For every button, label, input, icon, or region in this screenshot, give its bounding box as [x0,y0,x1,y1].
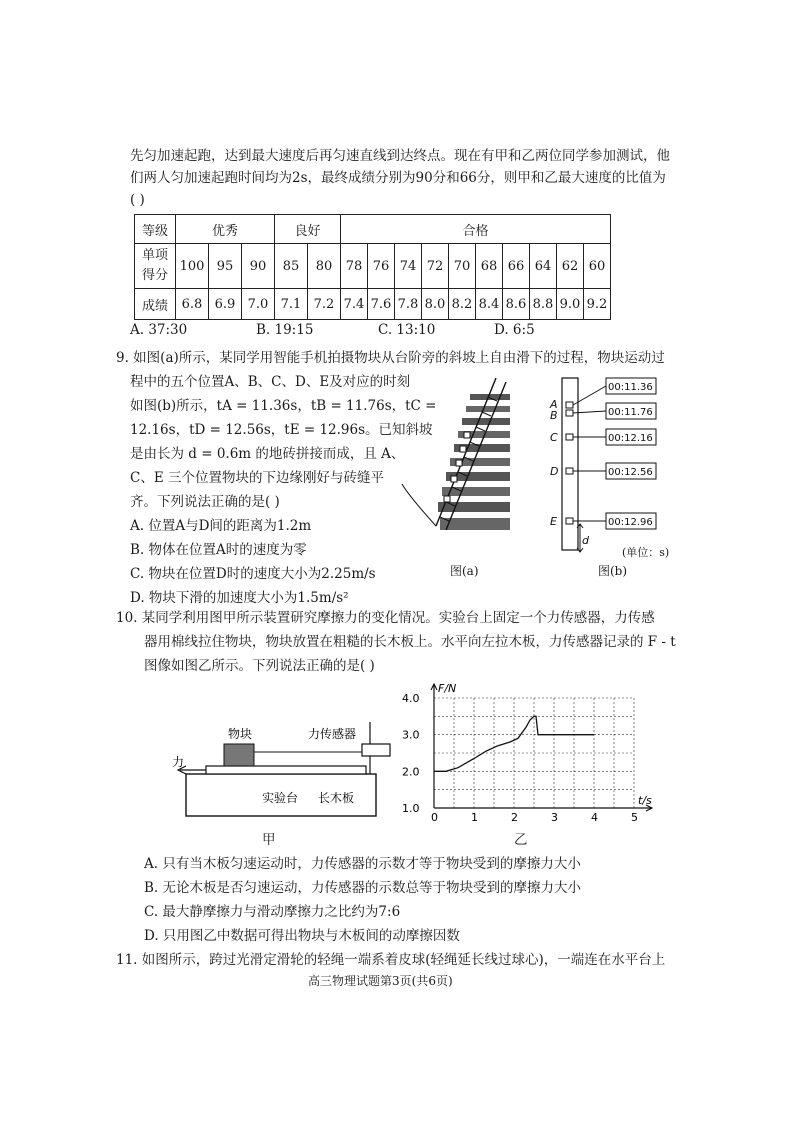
q9-line2: 程中的五个位置A、B、C、D、E及对应的时刻 [130,374,411,390]
stairs-slope-figure [400,376,530,552]
q9-line5: 是由长为 d = 0.6m 的地砖拼接而成，且 A、 [130,446,405,462]
unit-note: (单位：s) [622,546,670,559]
x-tick-label: 5 [631,811,638,824]
table-cell: 9.0 [557,289,584,320]
y-tick-label: 4.0 [402,692,420,705]
q9-option-d: D. 物块下滑的加速度大小为1.5m/s² [130,590,349,606]
q9-line1: 9. 如图(a)所示，某同学用智能手机拍摄物块从台阶旁的斜坡上自由滑下的过程，物块运动过 [116,350,665,366]
q9-line3: 如图(b)所示，tA = 11.36s，tB = 11.76s，tC = [130,398,437,414]
force-time-chart [400,672,660,832]
table-cell: 7.6 [368,289,395,320]
table-cell: 100 [176,244,209,289]
table-cell: 62 [557,244,584,289]
table-cell: 7.8 [395,289,422,320]
table-cell: 64 [530,244,557,289]
fig-yi-caption: 乙 [514,832,528,848]
table-cell: 60 [584,244,611,289]
q9-option-a: A. 位置A与D间的距离为1.2m [130,518,312,534]
q9-line7: 齐。下列说法正确的是( ) [130,494,280,510]
y-axis-label: F/N [438,682,457,695]
table-cell: 优秀 [176,215,275,244]
q10-line1: 10. 某同学利用图甲所示装置研究摩擦力的变化情况。实验台上固定一个力传感器，力传感 [116,610,655,626]
x-axis-label: t/s [638,794,652,807]
position-label-a: A [550,398,558,411]
q8-line2: 们两人匀加速起跑时间均为2s，最终成绩分别为90分和66分，则甲和乙最大速度的比值为 [130,170,666,186]
table-cell: 7.4 [341,289,368,320]
table-cell: 80 [308,244,341,289]
time-label-e: 00:12.96 [608,517,653,528]
q11-line1: 11. 如图所示，跨过光滑定滑轮的轻绳一端系着皮球(轻绳延长线过球心)，一端连在水平台上 [116,952,666,968]
table-cell: 8.4 [476,289,503,320]
fig-b-caption: 图(b) [598,564,628,578]
time-label-a: 00:11.36 [608,382,653,393]
q8-option-b: B. 19:15 [256,322,314,338]
table-cell: 95 [209,244,242,289]
table-label: 实验台 [262,791,299,805]
position-label-e: E [550,515,557,528]
time-label-b: 00:11.76 [608,407,653,418]
y-tick-label: 2.0 [402,765,420,779]
q10-option-a: A. 只有当木板匀速运动时，力传感器的示数才等于物块受到的摩擦力大小 [144,856,581,872]
sensor-label: 力传感器 [308,727,357,741]
table-cell: 68 [476,244,503,289]
time-label-c: 00:12.16 [608,433,653,444]
table-cell: 7.0 [242,289,275,320]
q10-line3: 图像如图乙所示。下列说法正确的是( ) [144,658,375,674]
x-tick-label: 3 [551,811,558,824]
q9-line4: 12.16s，tD = 12.56s，tE = 12.96s。已知斜坡 [130,422,433,438]
table-cell: 9.2 [584,289,611,320]
table-cell: 等级 [135,215,176,244]
q8-option-d: D. 6:5 [494,322,535,338]
table-cell: 7.2 [308,289,341,320]
q10-line2: 器用棉线拉住物块，物块放置在粗糙的长木板上。水平向左拉木板，力传感器记录的 F - t [144,634,676,650]
x-tick-label: 4 [591,811,598,824]
table-cell: 78 [341,244,368,289]
d-label: d [582,534,589,547]
table-cell: 8.2 [449,289,476,320]
friction-apparatus-figure [166,716,402,820]
page-footer: 高三物理试题第3页(共6页) [308,974,453,988]
table-cell: 成绩 [135,289,176,320]
x-tick-label: 1 [471,811,478,824]
q10-option-c: C. 最大静摩擦力与滑动摩擦力之比约为7:6 [144,904,401,920]
position-label-d: D [550,465,559,478]
block-label: 物块 [228,727,253,741]
q9-line6: C、E 三个位置物块的下边缘刚好与砖缝平 [130,470,384,486]
y-tick-label: 3.0 [402,728,420,742]
table-cell: 66 [503,244,530,289]
fig-a-caption: 图(a) [450,564,479,578]
q10-option-d: D. 只用图乙中数据可得出物块与木板间的动摩擦因数 [144,928,460,944]
x-tick-label: 2 [511,811,518,824]
table-cell: 单项 得分 [135,244,176,289]
q8-option-a: A. 37:30 [130,322,188,338]
table-cell: 良好 [275,215,341,244]
table-cell: 合格 [341,215,611,244]
position-label-b: B [550,409,558,422]
x-tick-label: 0 [431,811,438,824]
table-cell: 90 [242,244,275,289]
position-timeline-figure [540,374,660,556]
q8-line1: 先匀加速起跑，达到最大速度后再匀速直线到达终点。现在有甲和乙两位同学参加测试，他 [130,148,670,164]
grade-table [134,214,611,320]
table-cell: 7.1 [275,289,308,320]
q9-option-b: B. 物体在位置A时的速度为零 [130,542,307,558]
position-label-c: C [550,431,558,444]
board-label: 长木板 [318,791,355,805]
table-cell: 6.8 [176,289,209,320]
table-cell: 70 [449,244,476,289]
table-cell: 8.0 [422,289,449,320]
table-cell: 8.6 [503,289,530,320]
y-tick-label: 1.0 [402,802,420,815]
table-cell: 8.8 [530,289,557,320]
force-label: 力 [172,755,185,769]
q8-option-c: C. 13:10 [378,322,436,338]
fig-jia-caption: 甲 [262,832,276,848]
table-cell: 76 [368,244,395,289]
q9-option-c: C. 物块在位置D时的速度大小为2.25m/s [130,566,376,582]
q8-paren: ( ) [130,192,145,208]
table-cell: 6.9 [209,289,242,320]
table-cell: 74 [395,244,422,289]
q10-option-b: B. 无论木板是否匀速运动，力传感器的示数总等于物块受到的摩擦力大小 [144,880,582,896]
table-cell: 72 [422,244,449,289]
time-label-d: 00:12.56 [608,467,653,478]
table-cell: 85 [275,244,308,289]
